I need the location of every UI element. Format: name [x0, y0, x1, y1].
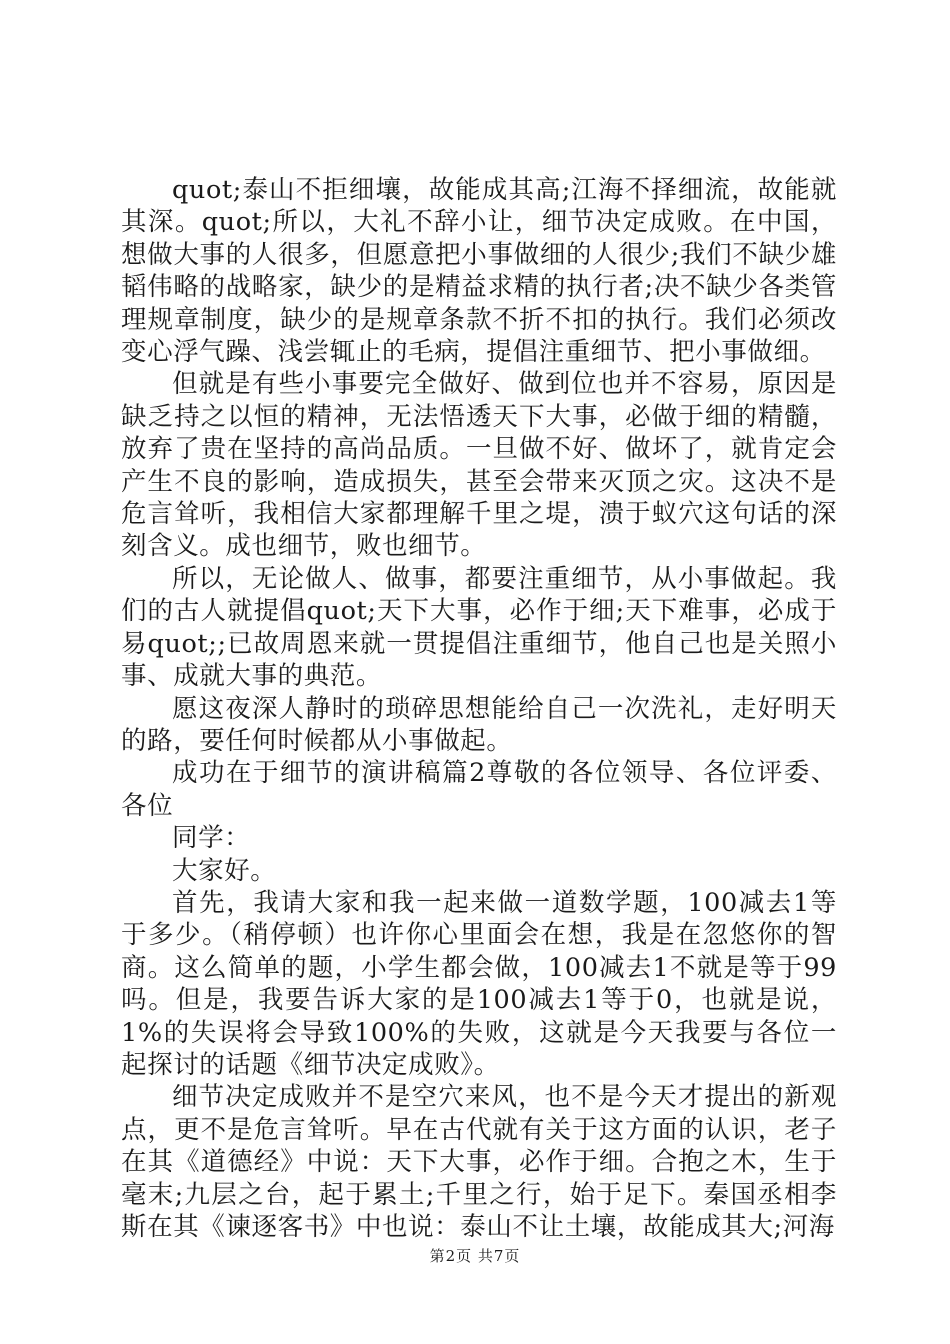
- paragraph-7-greeting: 大家好。: [172, 855, 277, 886]
- paragraph-8: 首先，我请大家和我一起来做一道数学题，100减去1等于多少。（稍停顿）也许你心里面会在想，我是在忽悠你的智商。这么简单的题，小学生都会做，100减去1不就是等于99吗。但是，我要告诉大家的是100减去1等于0，也就是说，1%的失误将会导致100%的失败，这就是今天我要与各位一起探讨的话题《细节决定成败》。: [121, 887, 837, 1080]
- page-number-footer: 第2页 共7页: [429, 1247, 521, 1265]
- paragraph-9: 细节决定成败并不是空穴来风，也不是今天才提出的新观点，更不是危言耸听。早在古代就有关于这方面的认识，老子在其《道德经》中说：天下大事，必作于细。合抱之木，生于毫末;九层之台，起于累土;千里之行，始于足下。秦国丞相李斯在其《谏逐客书》中也说：泰山不让土壤，故能成其大;河海: [121, 1082, 837, 1242]
- paragraph-5-heading: 成功在于细节的演讲稿篇2尊敬的各位领导、各位评委、各位: [121, 758, 837, 821]
- paragraph-2: 但就是有些小事要完全做好、做到位也并不容易，原因是缺乏持之以恒的精神，无法悟透天下大事，必做于细的精髓，放弃了贵在坚持的高尚品质。一旦做不好、做坏了，就肯定会产生不良的影响，造成损失，甚至会带来灭顶之灾。这决不是危言耸听，我相信大家都理解千里之堤，溃于蚁穴这句话的深刻含义。成也细节，败也细节。: [121, 369, 837, 562]
- paragraph-3: 所以，无论做人、做事，都要注重细节，从小事做起。我们的古人就提倡quot;天下大事，必作于细;天下难事，必成于易quot;;已故周恩来就一贯提倡注重细节，他自己也是关照小事、成就大事的典范。: [121, 563, 837, 692]
- paragraph-1: quot;泰山不拒细壤，故能成其高;江海不择细流，故能就其深。quot;所以，大礼不辞小让，细节决定成败。在中国，想做大事的人很多，但愿意把小事做细的人很少;我们不缺少雄韬伟略的战略家，缺少的是精益求精的执行者;决不缺少各类管理规章制度，缺少的是规章条款不折不扣的执行。我们必须改变心浮气躁、浅尝辄止的毛病，提倡注重细节、把小事做细。: [121, 175, 837, 368]
- document-body: [121, 174, 837, 1243]
- paragraph-6-salutation: 同学：: [172, 823, 251, 854]
- paragraph-4: 愿这夜深人静时的琐碎思想能给自己一次洗礼，走好明天的路，要任何时候都从小事做起。: [121, 693, 837, 756]
